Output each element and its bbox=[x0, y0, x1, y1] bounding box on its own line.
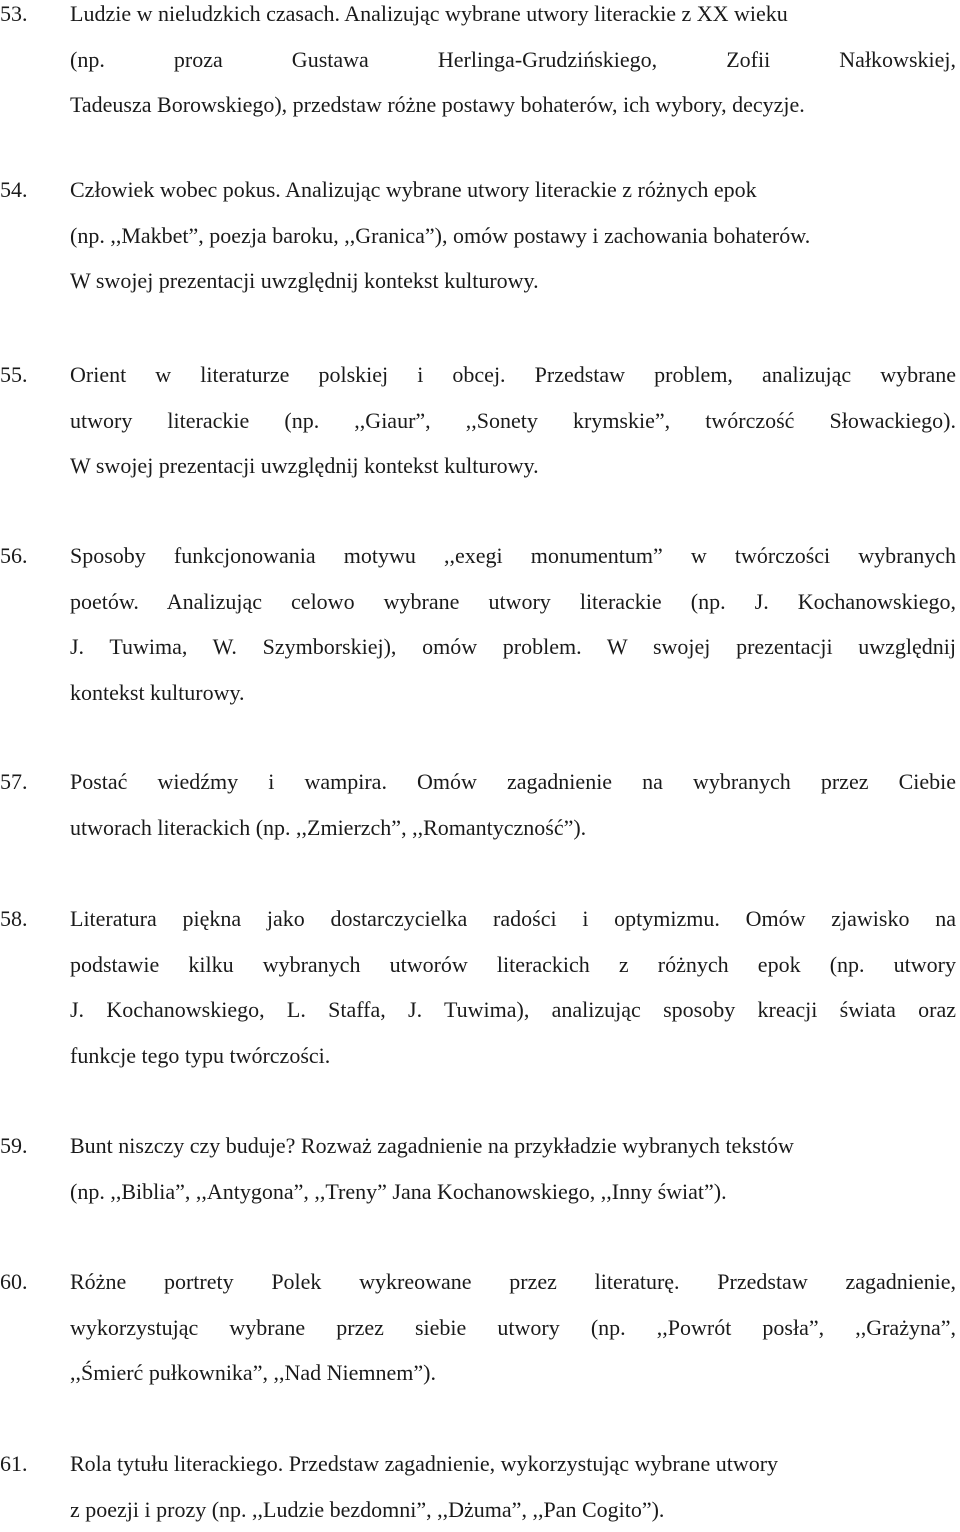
item-text-line: Orient w literaturze polskiej i obcej. Przedstaw problem, analizując wybrane bbox=[70, 352, 956, 398]
item-text-line: Sposoby funkcjonowania motywu ,,exegi monumentum” w twórczości wybranych bbox=[70, 533, 956, 579]
item-text-line: J. Kochanowskiego, L. Staffa, J. Tuwima), analizując sposoby kreacji świata oraz bbox=[70, 987, 956, 1033]
item-text-line: Ludzie w nieludzkich czasach. Analizując wybrane utwory literackie z XX wieku bbox=[70, 0, 956, 37]
item-number: 59. bbox=[0, 1123, 28, 1169]
item-text-line: podstawie kilku wybranych utworów literackich z różnych epok (np. utwory bbox=[70, 942, 956, 988]
item-text-line: W swojej prezentacji uwzględnij kontekst kulturowy. bbox=[70, 258, 956, 304]
item-text-line: J. Tuwima, W. Szymborskiej), omów problem. W swojej prezentacji uwzględnij bbox=[70, 624, 956, 670]
item-text-line: Postać wiedźmy i wampira. Omów zagadnienie na wybranych przez Ciebie bbox=[70, 759, 956, 805]
item-text-line: Bunt niszczy czy buduje? Rozważ zagadnienie na przykładzie wybranych tekstów bbox=[70, 1123, 956, 1169]
item-number: 57. bbox=[0, 759, 28, 805]
item-text-line: (np. ,,Makbet”, poezja baroku, ,,Granica”), omów postawy i zachowania bohaterów. bbox=[70, 213, 956, 259]
item-number: 55. bbox=[0, 352, 28, 398]
item-number: 58. bbox=[0, 896, 28, 942]
item-text-line: wykorzystując wybrane przez siebie utwory (np. ,,Powrót posła”, ,,Grażyna”, bbox=[70, 1305, 956, 1351]
item-text-line: Różne portrety Polek wykreowane przez literaturę. Przedstaw zagadnienie, bbox=[70, 1259, 956, 1305]
item-number: 56. bbox=[0, 533, 28, 579]
item-text-line: Tadeusza Borowskiego), przedstaw różne postawy bohaterów, ich wybory, decyzje. bbox=[70, 82, 956, 128]
item-number: 54. bbox=[0, 167, 28, 213]
item-text-line: z poezji i prozy (np. ,,Ludzie bezdomni”, ,,Dżuma”, ,,Pan Cogito”). bbox=[70, 1487, 956, 1532]
item-number: 61. bbox=[0, 1441, 28, 1487]
item-text-line: Rola tytułu literackiego. Przedstaw zagadnienie, wykorzystując wybrane utwory bbox=[70, 1441, 956, 1487]
item-number: 53. bbox=[0, 0, 28, 37]
item-text-line: poetów. Analizując celowo wybrane utwory literackie (np. J. Kochanowskiego, bbox=[70, 579, 956, 625]
item-text-line: kontekst kulturowy. bbox=[70, 670, 956, 716]
item-text-line: utwory literackie (np. ,,Giaur”, ,,Sonety krymskie”, twórczość Słowackiego). bbox=[70, 398, 956, 444]
item-text-line: funkcje tego typu twórczości. bbox=[70, 1033, 956, 1079]
item-text-line: (np. ,,Biblia”, ,,Antygona”, ,,Treny” Jana Kochanowskiego, ,,Inny świat”). bbox=[70, 1169, 956, 1215]
item-text-line: Literatura piękna jako dostarczycielka radości i optymizmu. Omów zjawisko na bbox=[70, 896, 956, 942]
item-text-line: Człowiek wobec pokus. Analizując wybrane utwory literackie z różnych epok bbox=[70, 167, 956, 213]
item-number: 60. bbox=[0, 1259, 28, 1305]
item-text-line: W swojej prezentacji uwzględnij kontekst kulturowy. bbox=[70, 443, 956, 489]
item-text-line: utworach literackich (np. ,,Zmierzch”, ,,Romantyczność”). bbox=[70, 805, 956, 851]
item-text-line: (np. proza Gustawa Herlinga-Grudzińskiego, Zofii Nałkowskiej, bbox=[70, 37, 956, 83]
item-text-line: ,,Śmierć pułkownika”, ,,Nad Niemnem”). bbox=[70, 1350, 956, 1396]
